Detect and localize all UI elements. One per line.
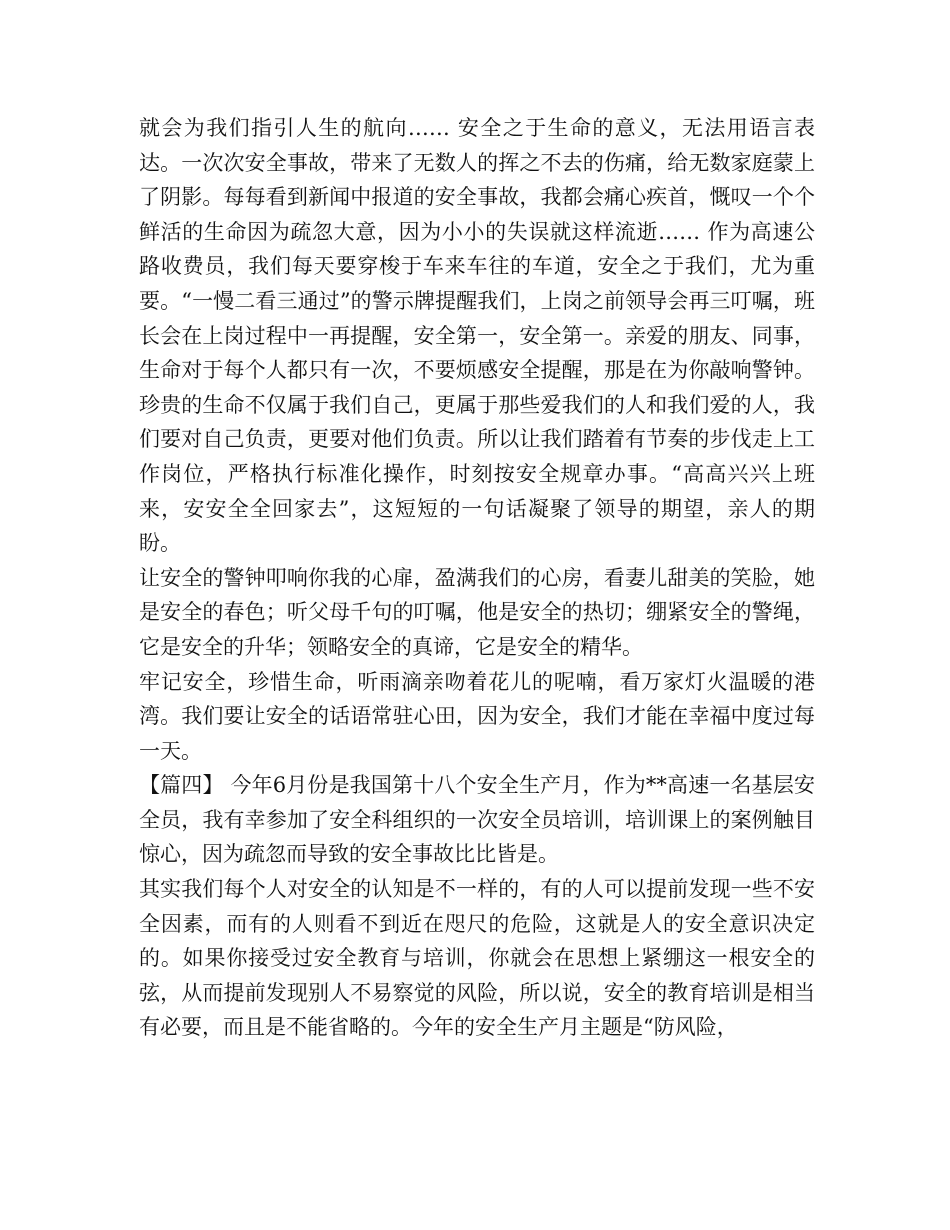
paragraph-4: 【篇四】 今年6月份是我国第十八个安全生产月，作为**高速一名基层安全员，我有幸参加了安全科组织的一次安全员培训，培训课上的案例触目惊心，因为疏忽而导致的安全事故比比皆是。 bbox=[139, 773, 815, 867]
paragraph-3: 牢记安全，珍惜生命，听雨滴亲吻着花儿的呢喃，看万家灯火温暖的港湾。我们要让安全的话语常驻心田，因为安全，我们才能在幸福中度过每一天。 bbox=[139, 669, 815, 763]
paragraph-2: 让安全的警钟叩响你我的心扉，盈满我们的心房，看妻儿甜美的笑脸，她是安全的春色；听父母千句的叮嘱，他是安全的热切；绷紧安全的警绳，它是安全的升华；领略安全的真谛，它是安全的精华。 bbox=[139, 565, 815, 659]
document-body bbox=[139, 111, 815, 1045]
paragraph-1: 就会为我们指引人生的航向…… 安全之于生命的意义，无法用语言表达。一次次安全事故，带来了无数人的挥之不去的伤痛，给无数家庭蒙上了阴影。每每看到新闻中报道的安全事故，我都会痛心疾首，慨叹一个个鲜活的生命因为疏忽大意，因为小小的失误就这样流逝…… 作为高速公路收费员，我们每天要穿梭于车来车往的车道，安全之于我们，尤为重要。“一慢二看三通过”的警示牌提醒我们，上岗之前领导会再三叮嘱，班长会在上岗过程中一再提醒，安全第一，安全第一。亲爱的朋友、同事，生命对于每个人都只有一次，不要烦感安全提醒，那是在为你敲响警钟。珍贵的生命不仅属于我们自己，更属于那些爱我们的人和我们爱的人，我们要对自己负责，更要对他们负责。所以让我们踏着有节奏的步伐走上工作岗位，严格执行标准化操作，时刻按安全规章办事。“高高兴兴上班来，安安全全回家去”，这短短的一句话凝聚了领导的期望，亲人的期盼。 bbox=[139, 116, 815, 556]
paragraph-5: 其实我们每个人对安全的认知是不一样的，有的人可以提前发现一些不安全因素，而有的人则看不到近在咫尺的危险，这就是人的安全意识决定的。如果你接受过安全教育与培训，你就会在思想上紧绷这一根安全的弦，从而提前发现别人不易察觉的风险，所以说，安全的教育培训是相当有必要，而且是不能省略的。今年的安全生产月主题是“防风险， bbox=[139, 877, 815, 1040]
